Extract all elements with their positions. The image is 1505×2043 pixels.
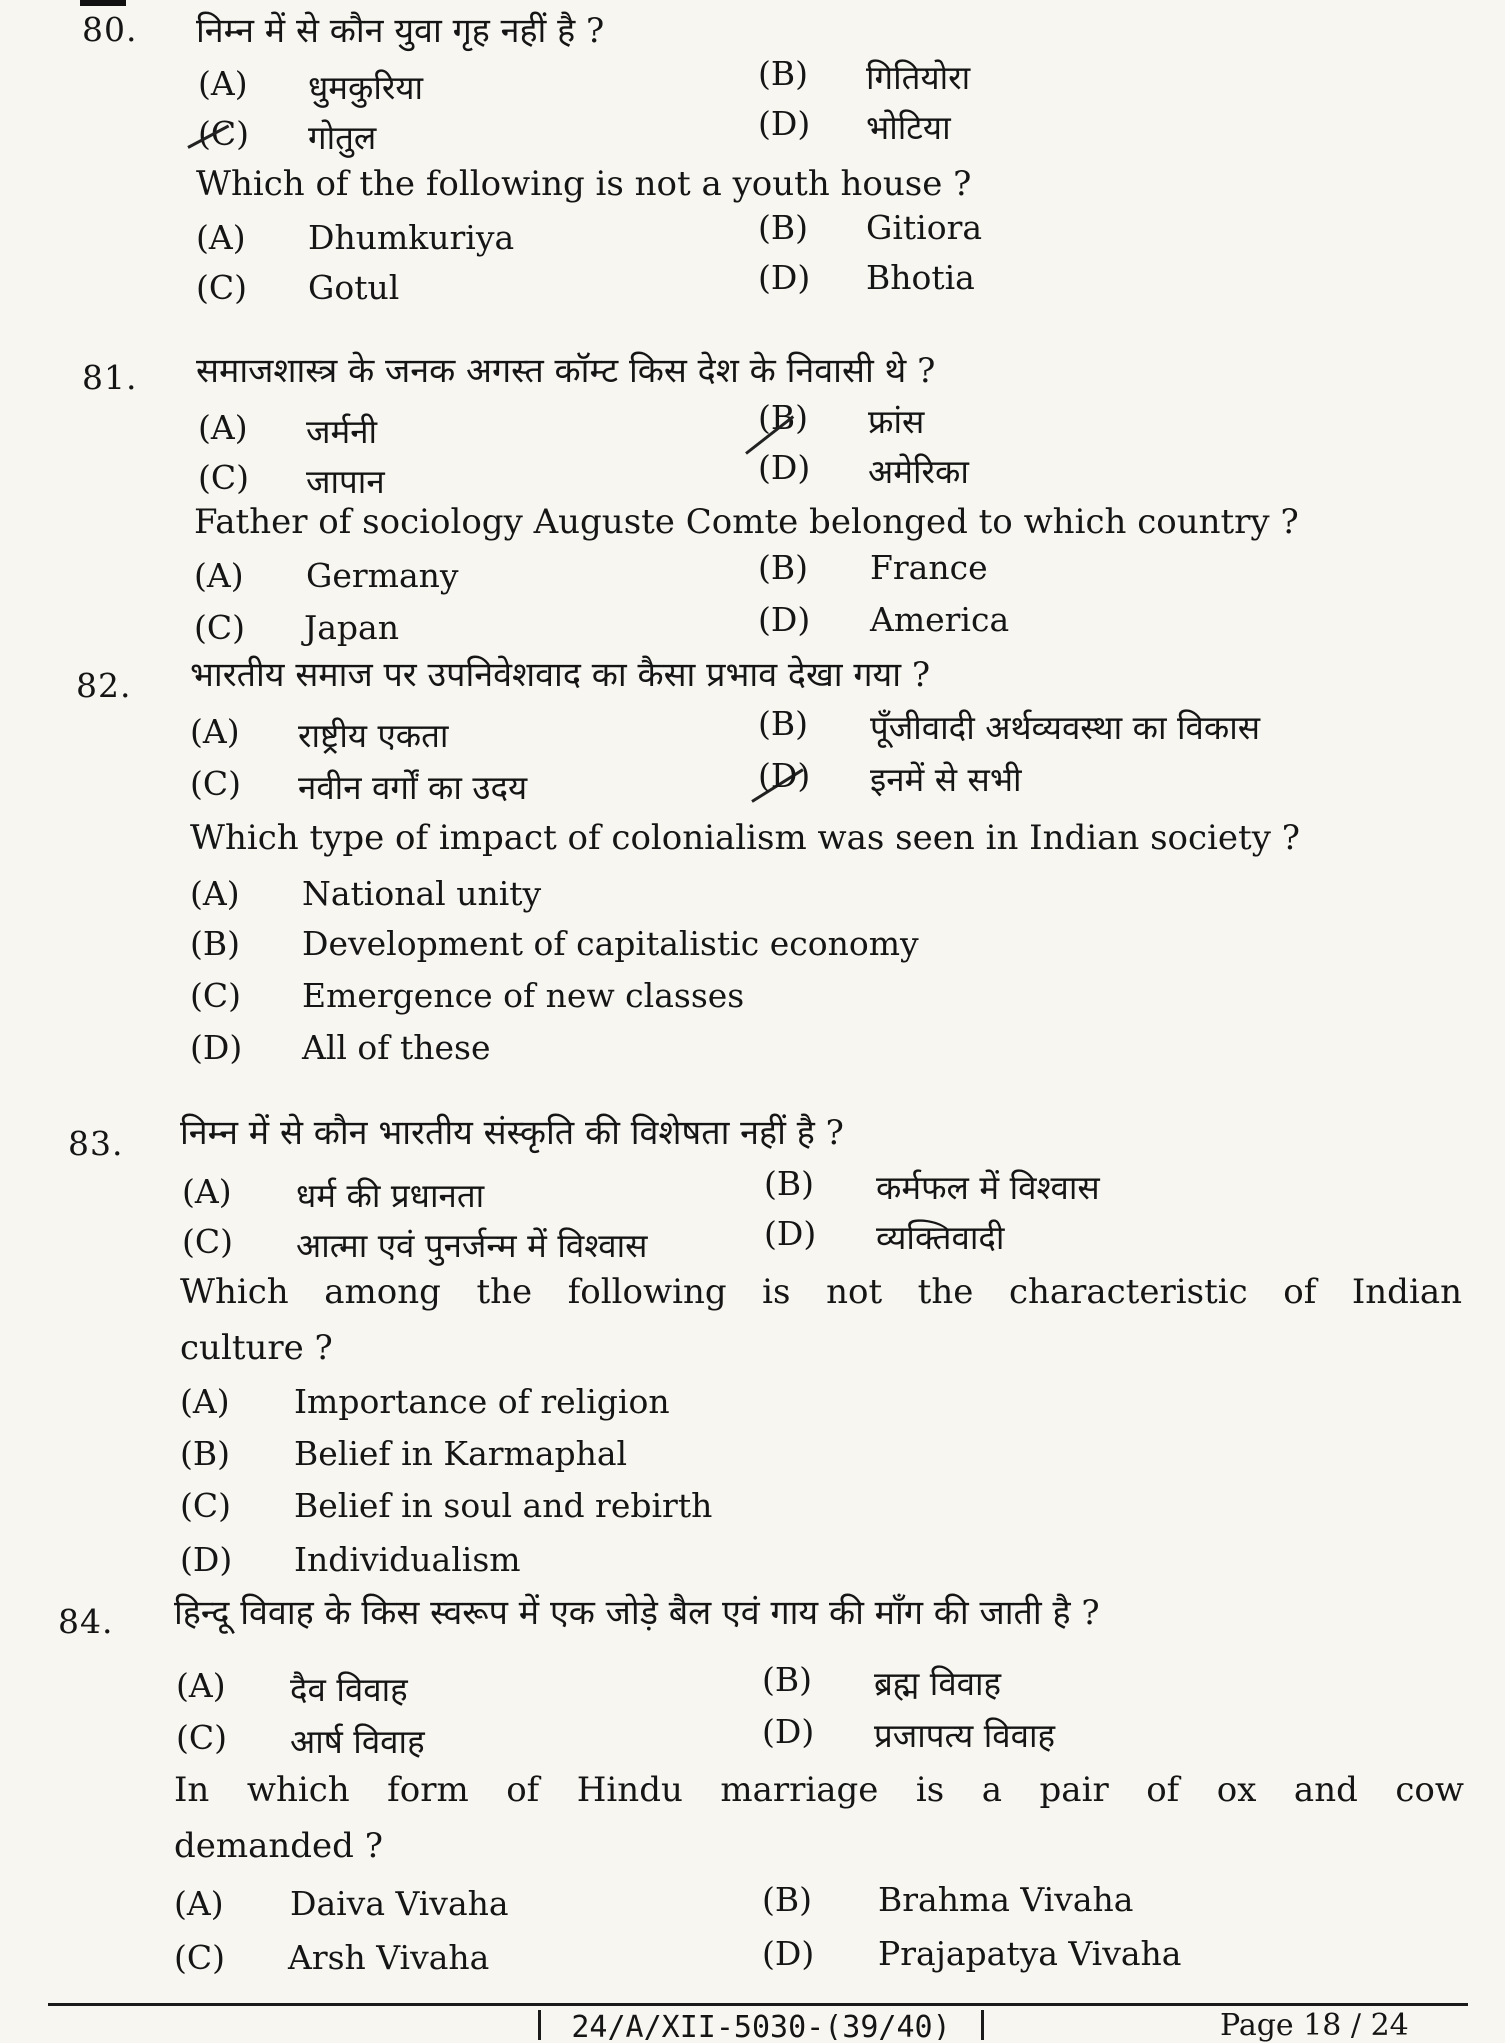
question-text-hindi: निम्न में से कौन भारतीय संस्कृति की विशेषता नहीं है ? — [180, 1113, 844, 1153]
question-number: 83. — [68, 1124, 124, 1163]
question-text-hindi: समाजशास्त्र के जनक अगस्त कॉम्ट किस देश के निवासी थे ? — [196, 351, 936, 391]
question-text-english-line2: culture ? — [180, 1328, 333, 1368]
question-text-english-line1: Which among the following is not the characteristic of Indian — [180, 1272, 1462, 1312]
footer-rule — [48, 2003, 1468, 2006]
question-text-hindi: निम्न में से कौन युवा गृह नहीं है ? — [196, 11, 605, 51]
exam-page: 80. निम्न में से कौन युवा गृह नहीं है ? (A) धुमकुरिया (B) गितियोरा (C) गोतुल (D) भोटिया Which of the following is not a youth house ? (A) Dhumkuriya (B) Gitiora (C) Gotul (D) Bhotia 81. समाजशास्त्र के जनक अगस्त कॉम्ट किस देश के निवासी थे ? (A) जर्मनी (B) फ्रांस (C) जापान (D) अमेरिका Father of sociology Auguste Comte belonged to which country ? (A) Germany (B) France (C) Japan (D) America 82. भारतीय समाज पर उपनिवेशवाद का कैसा प्रभाव देखा गया ? (A) राष्ट्रीय एकता (B) पूँजीवादी अर्थव्यवस्था का विकास (C) नवीन वर्गों का उदय (D) इनमें से सभी Which type of impact of colonialism was seen in Indian society ? (A) National unity (B) Development of capitalistic economy (C) Emergence of new classes (D) All of these 83. निम्न में से कौन भारतीय संस्कृति की विशेषता नहीं है ? (A) धर्म की प्रधानता (B) कर्मफल में विश्वास (C) आत्मा एवं पुनर्जन्म में विश्वास (D) व्यक्तिवादी Which among the following is not the characteristic of Indian culture ? (A) Importance of religion (B) Belief in Karmaphal (C) Belief in soul and rebirth (D) Individualism 84. हिन्दू विवाह के किस स्वरूप में एक जोड़े बैल एवं गाय की माँग की जाती है ? (A) दैव विवाह (B) ब्रह्म विवाह (C) आर्ष विवाह (D) प्रजापत्य विवाह In which form of Hindu marriage is a pair of ox and cow demanded ? (A) Daiva Vivaha (B) Brahma Vivaha (C) Arsh Vivaha (D) Prajapatya Vivaha 24/A/XII-5030-(39/40) Page 18 / 24 — [0, 0, 1505, 2034]
question-text-english-line1: In which form of Hindu marriage is a pair of ox and cow — [174, 1770, 1464, 1810]
question-text-english: Which of the following is not a youth house ? — [196, 164, 972, 204]
question-text-english-line2: demanded ? — [174, 1826, 383, 1866]
footer-paper-code: 24/A/XII-5030-(39/40) — [538, 2010, 984, 2040]
question-number: 81. — [82, 358, 138, 397]
question-number: 84. — [58, 1602, 114, 1641]
question-text-english: Which type of impact of colonialism was seen in Indian society ? — [190, 818, 1300, 858]
question-text-hindi: भारतीय समाज पर उपनिवेशवाद का कैसा प्रभाव देखा गया ? — [190, 655, 931, 695]
footer-page-number: Page 18 / 24 — [1220, 2008, 1409, 2043]
question-number: 82. — [76, 666, 132, 705]
question-text-english: Father of sociology Auguste Comte belonged to which country ? — [194, 502, 1299, 542]
question-number: 80. — [82, 10, 138, 49]
top-edge-mark — [80, 0, 126, 6]
question-text-hindi: हिन्दू विवाह के किस स्वरूप में एक जोड़े बैल एवं गाय की माँग की जाती है ? — [174, 1593, 1100, 1633]
